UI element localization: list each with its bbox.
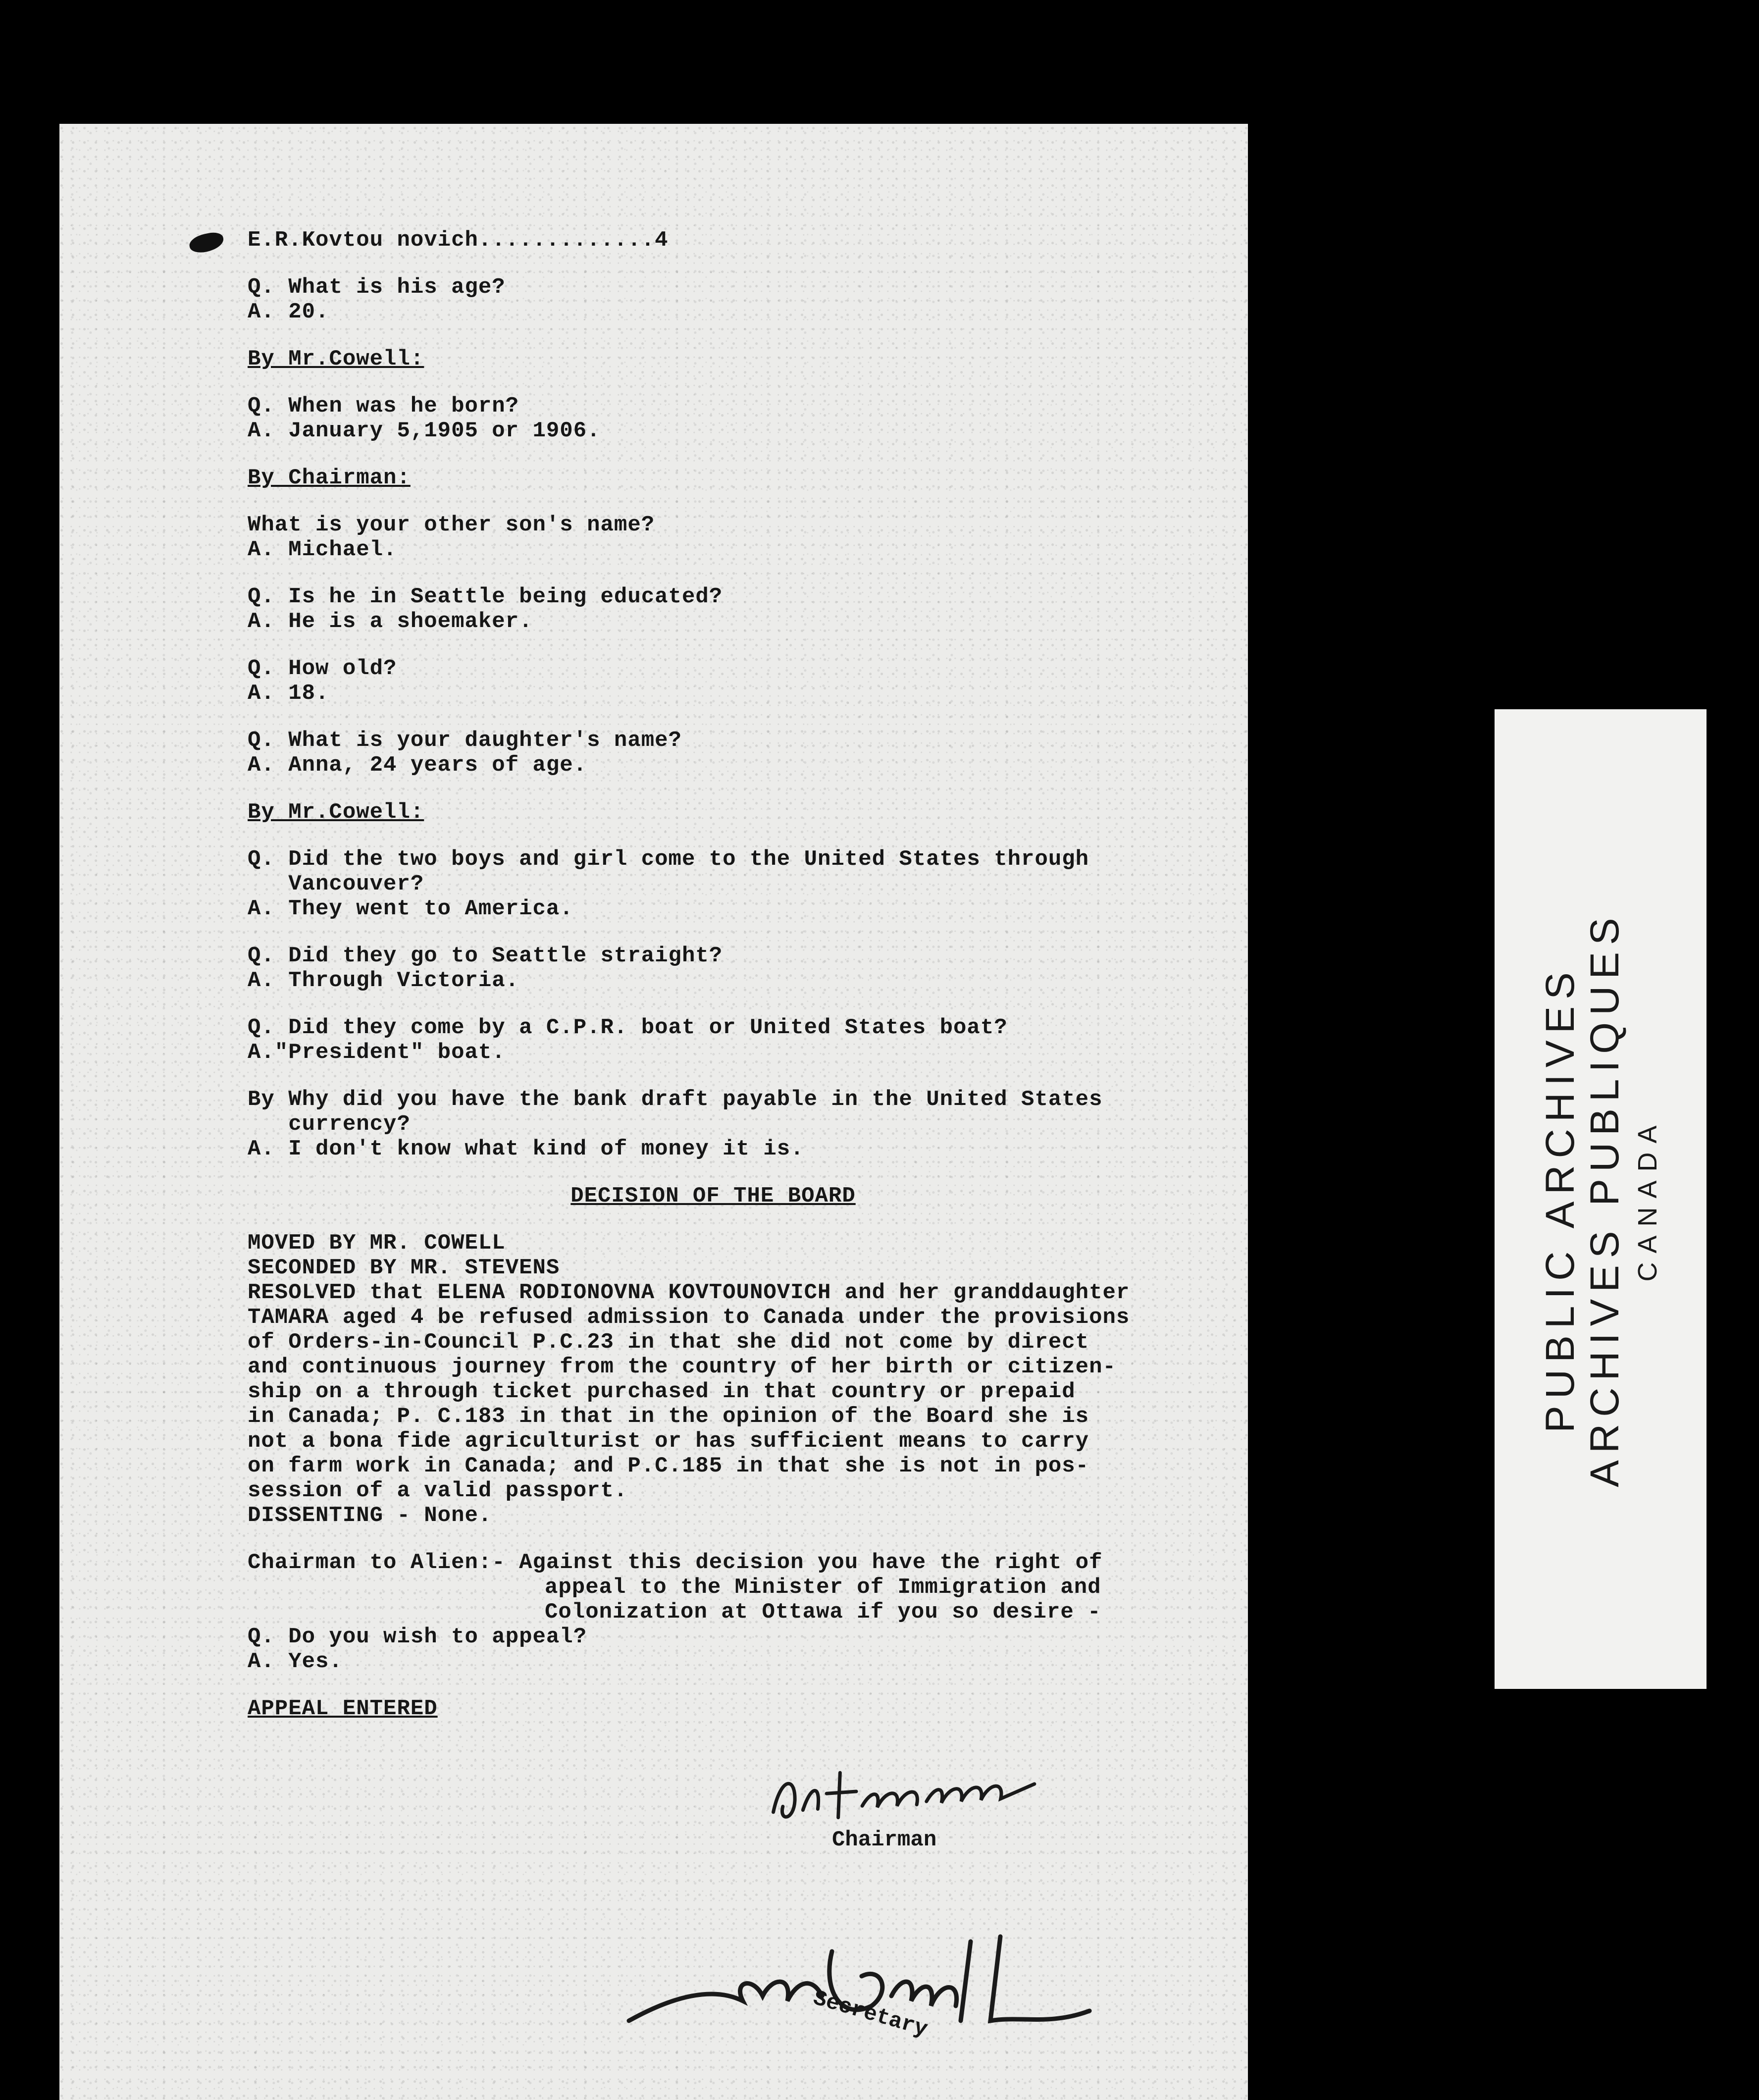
- transcript-line: SECONDED BY MR. STEVENS: [248, 1256, 560, 1280]
- transcript-line: By Mr.Cowell:: [248, 800, 424, 825]
- typed-text-block: [248, 228, 1228, 1721]
- transcript-line: Q. What is your daughter's name?: [248, 728, 682, 753]
- transcript-line: Chairman to Alien:- Against this decision you have the right of: [248, 1550, 1103, 1575]
- line-gap: [248, 706, 1228, 728]
- line-gap: [248, 1065, 1228, 1087]
- label-line-2: ARCHIVES PUBLIQUES: [1582, 911, 1627, 1487]
- transcript-line: Q. Did the two boys and girl come to the United States through: [248, 847, 1089, 872]
- transcript-line: Vancouver?: [248, 872, 424, 896]
- transcript-line: A. January 5,1905 or 1906.: [248, 419, 601, 443]
- line-gap: [248, 562, 1228, 584]
- line-gap: [248, 324, 1228, 347]
- typed-document-page: [59, 124, 1248, 2100]
- transcript-line: Q. Do you wish to appeal?: [248, 1625, 587, 1649]
- line-gap: [248, 371, 1228, 394]
- label-line-3: CANADA: [1633, 1116, 1662, 1282]
- transcript-line: in Canada; P. C.183 in that in the opinion of the Board she is: [248, 1404, 1089, 1429]
- transcript-line: DECISION OF THE BOARD: [570, 1184, 856, 1208]
- transcript-line: TAMARA aged 4 be refused admission to Canada under the provisions: [248, 1305, 1130, 1330]
- transcript-line: A. Yes.: [248, 1649, 343, 1674]
- line-gap: [248, 778, 1228, 800]
- transcript-line: By Why did you have the bank draft payable in the United States: [248, 1087, 1103, 1112]
- transcript-line: not a bona fide agriculturist or has sufficient means to carry: [248, 1429, 1089, 1454]
- transcript-line: and continuous journey from the country of her birth or citizen-: [248, 1355, 1116, 1379]
- line-gap: [248, 443, 1228, 466]
- transcript-line: A."President" boat.: [248, 1040, 506, 1065]
- transcript-line: MOVED BY MR. COWELL: [248, 1231, 506, 1256]
- transcript-line: A. Through Victoria.: [248, 968, 519, 993]
- page-header: E.R.Kovtou novich.............4: [248, 228, 669, 253]
- transcript-line: A. They went to America.: [248, 896, 573, 921]
- transcript-line: currency?: [248, 1112, 411, 1137]
- secretary-title: Secretary: [810, 1986, 931, 2043]
- transcript-line: RESOLVED that ELENA RODIONOVNA KOVTOUNOVICH and her granddaughter: [248, 1280, 1130, 1305]
- transcript-line: By Mr.Cowell:: [248, 347, 424, 371]
- transcript-line: Colonization at Ottawa if you so desire -: [545, 1600, 1101, 1625]
- transcript-line: Q. When was he born?: [248, 394, 519, 419]
- label-line-1: PUBLIC ARCHIVES: [1538, 965, 1583, 1433]
- line-gap: [248, 1528, 1228, 1550]
- line-gap: [248, 490, 1228, 513]
- transcript-line: A. He is a shoemaker.: [248, 609, 533, 634]
- transcript-line: Q. What is his age?: [248, 275, 506, 300]
- transcript-line: of Orders-in-Council P.C.23 in that she did not come by direct: [248, 1330, 1089, 1355]
- transcript-line: Q. How old?: [248, 656, 397, 681]
- ink-blot: [188, 230, 225, 255]
- transcript-line: Q. Is he in Seattle being educated?: [248, 584, 723, 609]
- transcript-lines: [248, 275, 1228, 1721]
- line-gap: [248, 1674, 1228, 1696]
- line-gap: [248, 634, 1228, 656]
- transcript-line: A. I don't know what kind of money it is.: [248, 1137, 804, 1161]
- transcript-line: session of a valid passport.: [248, 1478, 628, 1503]
- transcript-line: A. Michael.: [248, 537, 397, 562]
- secretary-signature: [614, 1922, 1109, 2050]
- transcript-line: Q. Did they come by a C.P.R. boat or United States boat?: [248, 1015, 1008, 1040]
- transcript-line: on farm work in Canada; and P.C.185 in that she is not in pos-: [248, 1454, 1089, 1478]
- archive-label: [1495, 709, 1707, 1689]
- line-gap: [248, 921, 1228, 944]
- transcript-line: appeal to the Minister of Immigration and: [545, 1575, 1101, 1600]
- line-gap: [248, 1161, 1228, 1184]
- chairman-title: Chairman: [832, 1828, 937, 1852]
- line-gap: [248, 993, 1228, 1015]
- transcript-line: By Chairman:: [248, 466, 411, 490]
- transcript-line: ship on a through ticket purchased in that country or prepaid: [248, 1379, 1076, 1404]
- transcript-line: A. 18.: [248, 681, 329, 706]
- transcript-line: DISSENTING - None.: [248, 1503, 492, 1528]
- transcript-line: A. Anna, 24 years of age.: [248, 753, 587, 778]
- line-gap: [248, 825, 1228, 847]
- transcript-line: What is your other son's name?: [248, 513, 655, 537]
- transcript-line: APPEAL ENTERED: [248, 1696, 438, 1721]
- transcript-line: A. 20.: [248, 300, 329, 324]
- line-gap: [248, 1208, 1228, 1231]
- transcript-line: Q. Did they go to Seattle straight?: [248, 944, 723, 968]
